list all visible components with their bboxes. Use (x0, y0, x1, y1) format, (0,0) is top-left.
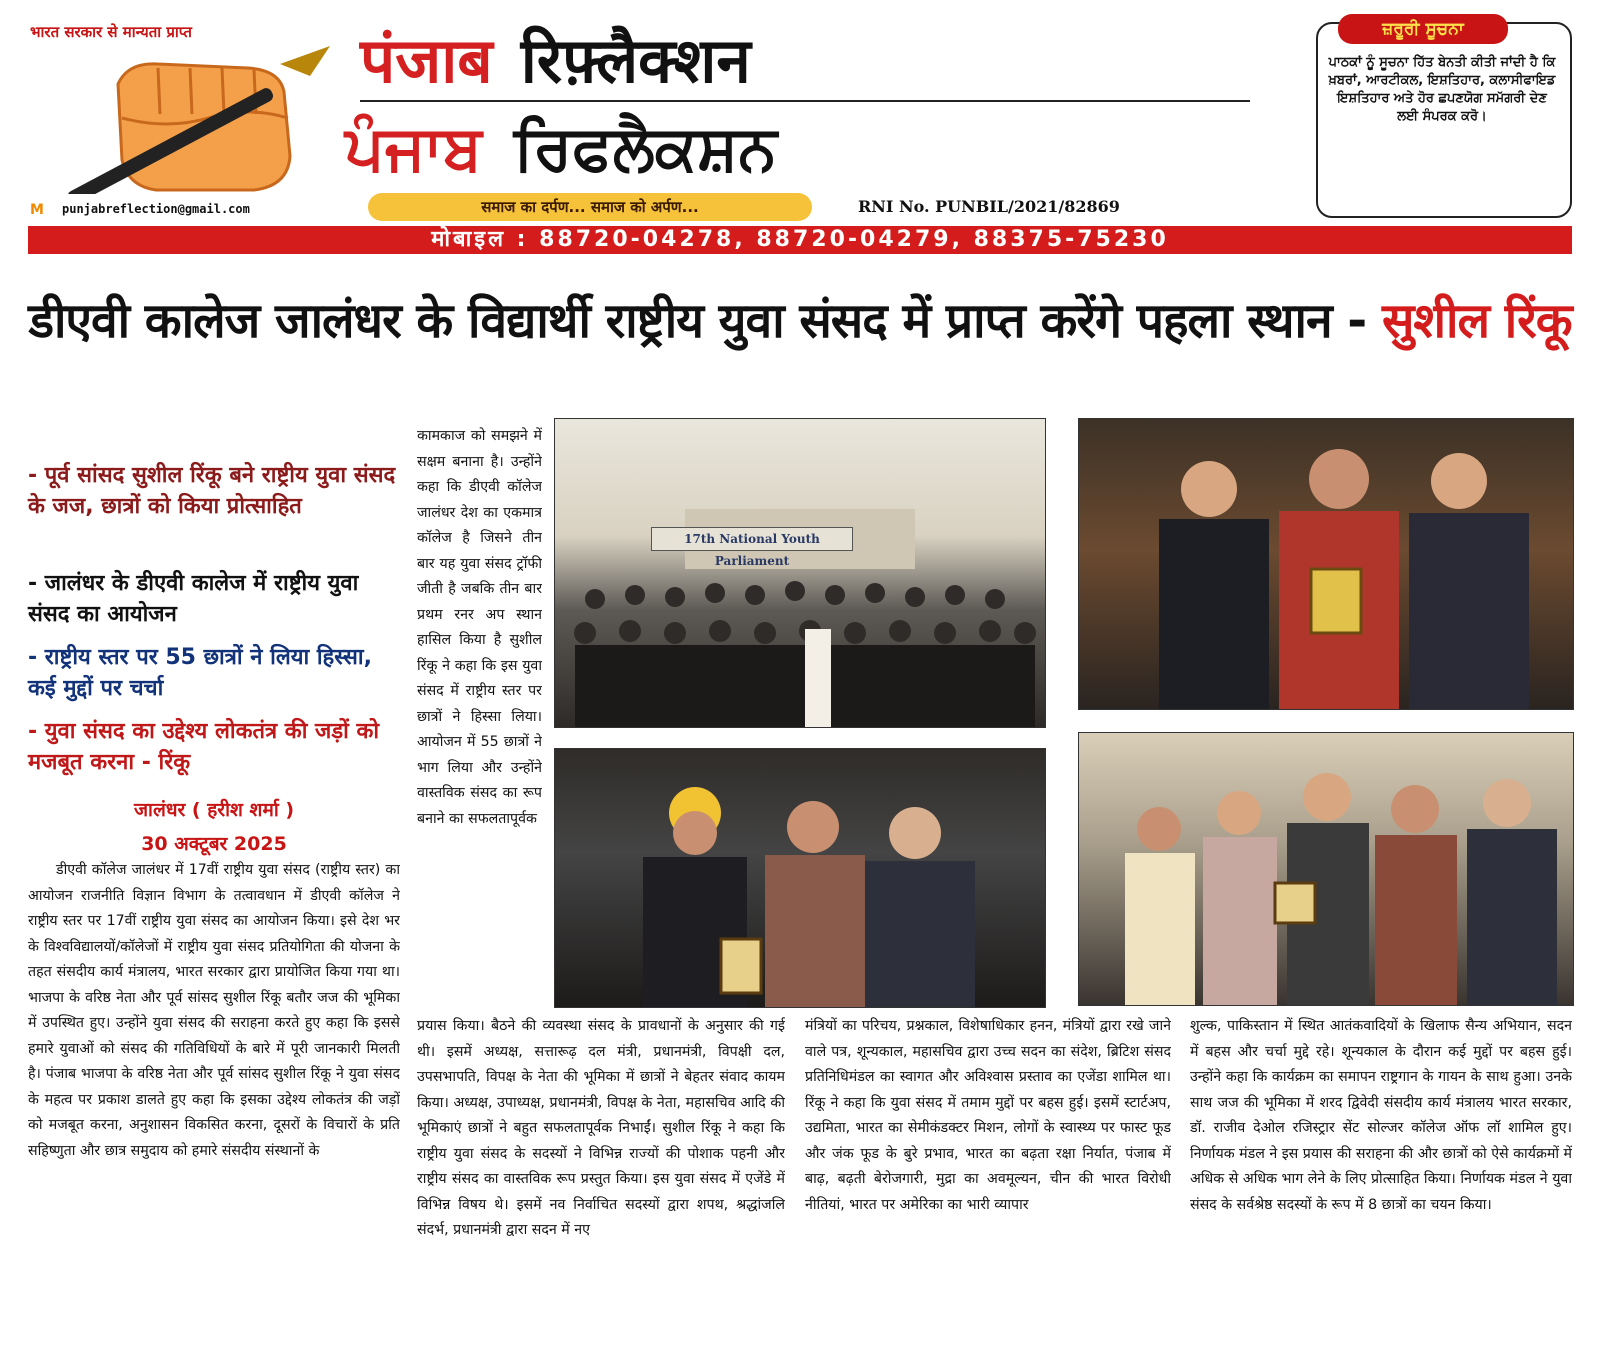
highlight-1: - पूर्व सांसद सुशील रिंकू बने राष्ट्रीय युवा संसद के जज, छात्रों को किया प्रोत्साहित (28, 463, 396, 519)
dateline: 30 अक्टूबर 2025 (141, 833, 287, 855)
group-photo-people-icon (555, 419, 1045, 727)
title-divider (360, 100, 1250, 102)
title-hindi-word-2: रिफ़्लैक्शन (520, 24, 751, 97)
award-photo-3-people-icon (1079, 733, 1573, 1005)
title-punjabi-word-1: ਪੰਜਾਬ (345, 111, 482, 184)
article-column-1: डीएवी कॉलेज जालंधर में 17वीं राष्ट्रीय युवा संसद (राष्ट्रीय स्तर) का आयोजन राजनीति विज्ञान विभाग के तत्वावधान में डीएवी कॉलेज ने राष्ट्रीय स्तर पर 17वीं राष्ट्रीय युवा संसद का आयोजन किया। इसे देश भर के विश्वविद्यालयों/कॉलेजों में राष्ट्रीय युवा संसद प्रतियोगिता की योजना के तहत संसदीय कार्य मंत्रालय, भारत सरकार द्वारा प्रायोजित किया गया था। भाजपा के वरिष्ठ नेता और पूर्व सांसद सुशील रिंकू बतौर जज की भूमिका में उपस्थित हुए। उन्होंने युवा संसद की सराहना करते हुए कहा कि इससे हमारे युवाओं को संसद की गतिविधियों के बारे में पूरी जानकारी मिलती है। पंजाब भाजपा के वरिष्ठ नेता और पूर्व सांसद सुशील रिंकू ने युवा संसद के महत्व पर प्रकाश डालते हुए कहा कि इसका उद्देश्य लोकतंत्र की जड़ों को मजबूत करना, अनुशासन विकसित करना, दूसरों के विचारों के प्रति सहिष्णुता और छात्र समुदाय को हमारे संसदीय संस्थानों के (28, 862, 400, 1159)
group-photo (554, 418, 1046, 728)
highlight-3: - राष्ट्रीय स्तर पर 55 छात्रों ने लिया हिस्सा, कई मुद्दों पर चर्चा (28, 645, 372, 701)
headline-name: सुशील रिंकू (1381, 293, 1572, 349)
mail-icon: M (30, 202, 43, 218)
award-photo-3 (1078, 732, 1574, 1006)
notice-title: ਜ਼ਰੂਰੀ ਸੂਚਨਾ (1338, 14, 1508, 44)
rni-number: RNI No. PUNBIL/2021/82869 (858, 197, 1120, 216)
tagline: समाज का दर्पण... समाज को अर्पण... (368, 193, 812, 221)
title-punjabi-word-2: ਰਿਫਲੈਕਸ਼ਨ (513, 111, 778, 184)
highlight-4: - युवा संसद का उद्देश्य लोकतंत्र की जड़ों को मजबूत करना - रिंकू (28, 719, 380, 775)
byline: जालंधर ( हरीश शर्मा ) (133, 799, 295, 821)
article-column-3: मंत्रियों का परिचय, प्रश्नकाल, विशेषाधिकार हनन, मंत्रियों द्वारा रखे जाने वाले पत्र, शून्यकाल, महासचिव द्वारा उच्च सदन का संदेश, ब्रिटिश संसद प्रतिनिधिमंडल का स्वागत और अविश्वास प्रस्ताव का एजेंडा शामिल था। रिंकू ने कहा कि युवा संसद में तमाम मुद्दों पर बहस हुई। इसमें स्टार्टअप, उद्यमिता, भारत का सेमीकंडक्टर मिशन, लोगों के स्वास्थ्य पर फास्ट फूड और जंक फूड के बुरे प्रभाव, भारत का बढ़ता रक्षा निर्यात, पंजाब में बाढ़, बढ़ती बेरोजगारी, मुद्रा का अवमूल्यन, चीन की भारत विरोधी नीतियां, भारत पर अमेरिका का भारी व्यापार (805, 1018, 1171, 1213)
award-photo-1-people-icon (1079, 419, 1573, 709)
award-photo-2 (554, 748, 1046, 1008)
recognition-text: भारत सरकार से मान्यता प्राप्त (30, 23, 192, 41)
title-hindi (360, 24, 1260, 98)
headline-main: डीएवी कालेज जालंधर के विद्यार्थी राष्ट्रीय युवा संसद में प्राप्त करेंगे पहला स्थान - (28, 293, 1367, 349)
highlight-2: - जालंधर के डीएवी कालेज में राष्ट्रीय युवा संसद का आयोजन (28, 571, 359, 627)
fist-pen-logo-icon (48, 44, 338, 194)
article-column-2-bottom: प्रयास किया। बैठने की व्यवस्था संसद के प्रावधानों के अनुसार की गई थी। इसमें अध्यक्ष, सत्तारूढ़ दल मंत्री, प्रधानमंत्री, विपक्षी दल, उपसभापति, विपक्ष के नेता की भूमिका में छात्रों ने बेहतर संवाद कायम किया। अध्यक्ष, उपाध्यक्ष, प्रधानमंत्री, विपक्ष के नेता, महासचिव आदि की भूमिकाएं छात्रों ने बहुत सफलतापूर्वक निभाईं। सुशील रिंकू ने कहा कि राष्ट्रीय युवा संसद के सदस्यों ने विभिन्न राज्यों की पोशाक पहनी और राष्ट्रीय संसद का वास्तविक रूप प्रस्तुत किया। इस युवा संसद में एजेंडे में विभिन्न विषय थे। इसमें नव निर्वाचित सदस्यों द्वारा शपथ, श्रद्धांजलि संदर्भ, प्रधानमंत्री द्वारा सदन में नए (417, 1018, 785, 1238)
mobile-numbers-bar: मोबाइल : 88720-04278, 88720-04279, 88375-75230 (28, 226, 1572, 254)
headline (28, 272, 1572, 370)
notice-text: ਪਾਠਕਾਂ ਨੂੰ ਸੂਚਨਾ ਹਿੱਤ ਬੇਨਤੀ ਕੀਤੀ ਜਾਂਦੀ ਹੈ ਕਿ ਖ਼ਬਰਾਂ, ਆਰਟੀਕਲ, ਇਸ਼ਤਿਹਾਰ, ਕਲਾਸੀਫਾਇਡ ਇਸ਼ਤਿਹਾਰ ਅਤੇ ਹੋਰ ਛਪਣਯੋਗ ਸਮੱਗਰੀ ਦੇਣ ਲਈ ਸੰਪਰਕ ਕਰੋ। (1328, 55, 1556, 124)
email-address: punjabreflection@gmail.com (62, 202, 250, 216)
award-photo-2-people-icon (555, 749, 1045, 1007)
article-column-4: शुल्क, पाकिस्तान में स्थित आतंकवादियों के खिलाफ सैन्य अभियान, सदन में बहस और चर्चा मुद्दे रहे। शून्यकाल के दौरान कई मुद्दों पर बहस हुई। उन्होंने कहा कि कार्यक्रम का समापन राष्ट्रगान के गायन के साथ हुआ। उनके साथ जज की भूमिका में शरद द्विवेदी संसदीय कार्य मंत्रालय भारत सरकार, डॉ. राजीव देओल रजिस्ट्रार सेंट सोल्जर कॉलेज ऑफ लॉ शामिल हुए। निर्णायक मंडल ने इस प्रयास की सराहना की और छात्रों को ऐसे कार्यक्रमों में अधिक से अधिक भाग लेने के लिए प्रोत्साहित किया। निर्णायक मंडल ने युवा संसद के सर्वश्रेष्ठ सदस्यों के रूप में 8 छात्रों का चयन किया। (1190, 1018, 1572, 1213)
title-hindi-word-1: पंजाब (360, 24, 493, 97)
group-photo-banner: 17th National Youth Parliament (651, 527, 853, 551)
title-punjabi (345, 110, 1255, 186)
award-photo-1 (1078, 418, 1574, 710)
article-column-2-top: कामकाज को समझने में सक्षम बनाना है। उन्होंने कहा कि डीएवी कॉलेज जालंधर देश का एकमात्र कॉलेज है जिसने तीन बार यह युवा संसद ट्रॉफी जीती है जबकि तीन बार प्रथम रनर अप स्थान हासिल किया है सुशील रिंकू ने कहा कि इस युवा संसद में राष्ट्रीय स्तर पर छात्रों ने हिस्सा लिया। आयोजन में 55 छात्रों ने भाग लिया और उन्होंने वास्तविक संसद का रूप बनाने का सफलतापूर्वक (417, 428, 542, 827)
